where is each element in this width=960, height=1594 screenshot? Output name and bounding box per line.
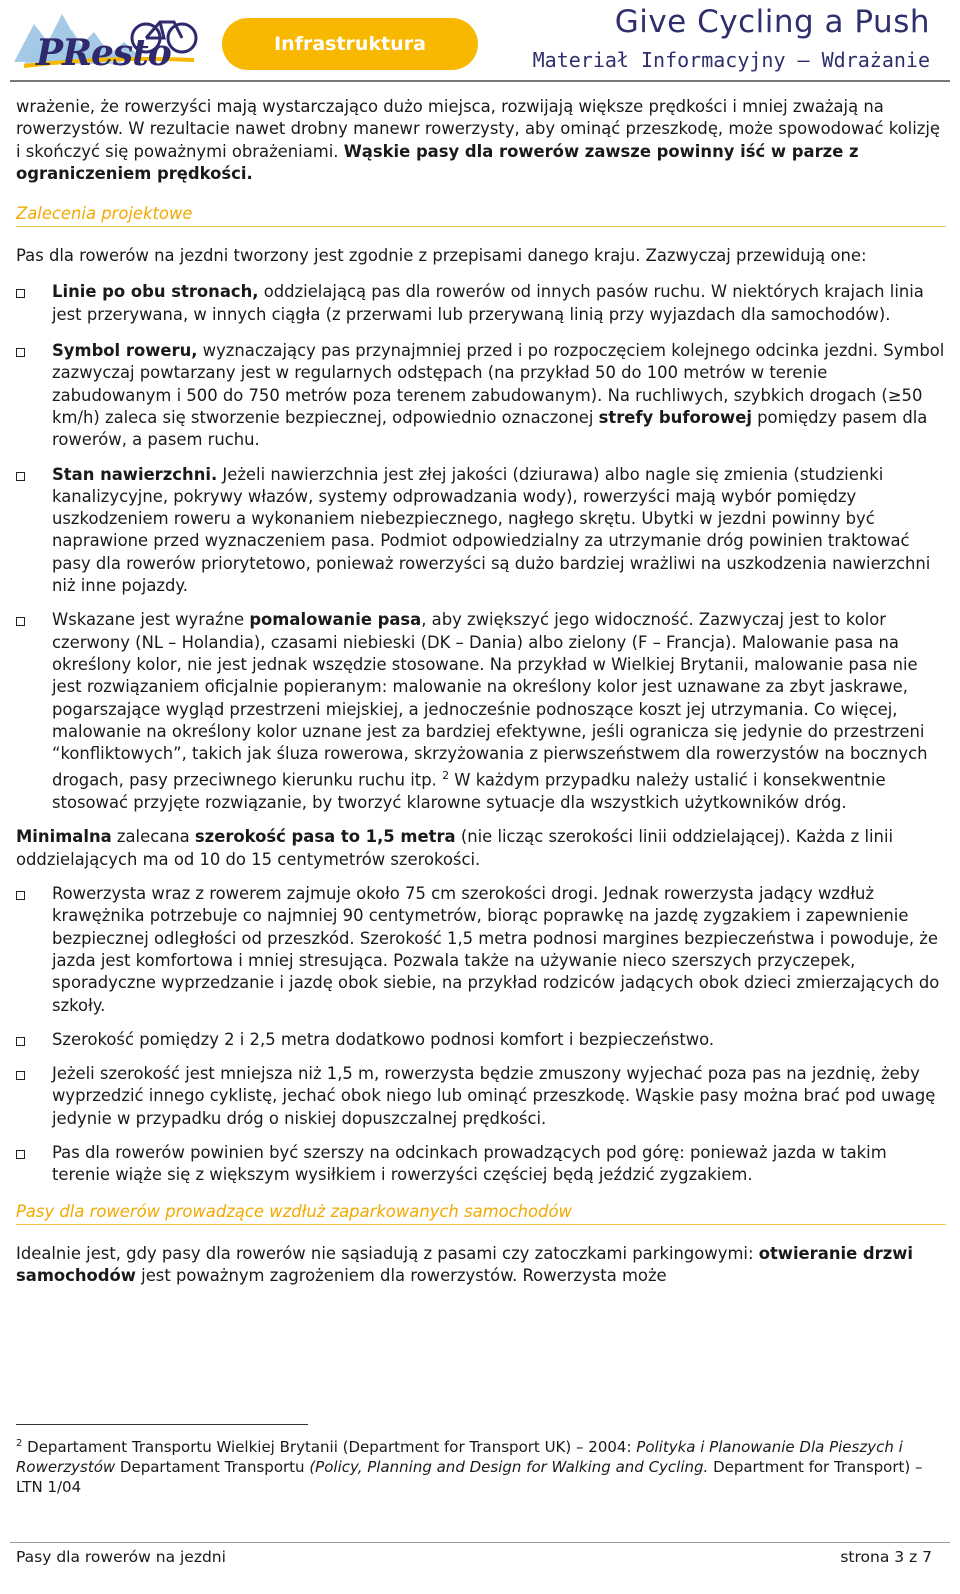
list-item: Wskazane jest wyraźne pomalowanie pasa, aby zwiększyć jego widoczność. Zazwyczaj jest to kolor czerwony (NL – Holandia), czasami niebieski (DK – Dania) albo zielony (F – Francja). Malowanie pasa na określony kolor, nie jest jednak wszędzie stosowane. Na przykład w Wielkiej Brytanii, malowanie pasa nie jest rozwiązaniem oficjalnie popieranym: malowanie na określony kolor jest uznawane za zbyt jaskrawe, pogarszające wygląd przestrzeni miejskiej, a jednocześnie podnoszące koszt jej utrzymania. Co więcej, malowanie na określony kolor uznane jest za bardziej efektywne, jeśli ogranicza się jedynie do przestrzeni “konfliktowych”, takich jak śluza rowerowa, skrzyżowania z pierwszeństwem dla rowerzystów na bocznych drogach, pasy przeciwnego kierunku ruchu itp. $^2$ W każdym przypadku należy ustalić i konsekwentnie stosować przyjęte rozwiązanie, by tworzyć klarowne sytuacje dla wszystkich użytkowników dróg. <box>16 609 946 814</box>
list-item: Linie po obu stronach, oddzielającą pas dla rowerów od innych pasów ruchu. W niektórych krajach linia jest przerywana, w innych ciągła (z przerwami lub przerywaną linią przy wyjazdach dla samochodów). <box>16 281 946 326</box>
page-content <box>16 96 946 1287</box>
list-item: Rowerzysta wraz z rowerem zajmuje około 75 cm szerokości drogi. Jednak rowerzysta jadący wzdłuż krawężnika potrzebuje co najmniej 90 centymetrów, biorąc poprawkę na jazdę zygzakiem i zapewnienie bezpiecznej odległości od przeszkód. Szerokość 1,5 metra podnosi margines bezpieczeństwa i powoduje, że jazda jest komfortowa i mniej stresująca. Pozwala także na używanie nieco szerszych przyczepek, sporadyczne wyprzedzanie i jazdę obok siebie, na przykład rodziców jadących obok dzieci zmierzających do szkoły. <box>16 883 946 1017</box>
checkbox-bullet-icon <box>16 289 25 298</box>
width-list <box>16 883 946 1187</box>
header-divider <box>10 80 950 82</box>
section2-paragraph: Idealnie jest, gdy pasy dla rowerów nie sąsiadują z pasami czy zatoczkami parkingowymi: otwieranie drzwi samochodów jest poważnym zagrożeniem dla rowerzystów. Rowerzysta może <box>16 1243 914 1285</box>
checkbox-bullet-icon <box>16 1150 25 1159</box>
document-subtitle: Materiał Informacyjny – Wdrażanie <box>532 48 930 72</box>
page-number: strona 3 z 7 <box>840 1548 932 1566</box>
section1-paragraph: Pas dla rowerów na jezdni tworzony jest zgodnie z przepisami danego kraju. Zazwyczaj przewidują one: <box>16 246 867 266</box>
recommendations-list <box>16 281 946 814</box>
footer-divider <box>10 1542 950 1543</box>
page-header <box>0 0 960 82</box>
presto-logo: PResto <box>14 2 204 78</box>
checkbox-bullet-icon <box>16 348 25 357</box>
section-heading-recommendations: Zalecenia projektowe <box>16 203 946 227</box>
checkbox-bullet-icon <box>16 891 25 900</box>
list-item: Pas dla rowerów powinien być szerszy na odcinkach prowadzących pod górę: ponieważ jazda w takim terenie wiąże się z większym wysiłkiem i rowerzyści częściej będą jeździć zygzakiem. <box>16 1142 946 1187</box>
minimal-width-paragraph: Minimalna zalecana szerokość pasa to 1,5 metra (nie licząc szerokości linii oddzielającej). Każda z linii oddzielających ma od 10 do 15 centymetrów szerokości. <box>16 827 894 869</box>
intro-paragraph: wrażenie, że rowerzyści mają wystarczająco dużo miejsca, rozwijają większe prędkości i mniej zważają na rowerzystów. W rezultacie nawet drobny manewr rowerzysty, aby ominąć przeszkodę, może spowodować kolizję i skończyć się poważnymi obrażeniami. Wąskie pasy dla rowerów zawsze powinny iść w parze z ograniczeniem prędkości. <box>16 97 941 183</box>
checkbox-bullet-icon <box>16 1037 25 1046</box>
footer-section-title: Pasy dla rowerów na jezdni <box>16 1548 226 1566</box>
list-item: Szerokość pomiędzy 2 i 2,5 metra dodatkowo podnosi komfort i bezpieczeństwo. <box>16 1029 946 1051</box>
checkbox-bullet-icon <box>16 617 25 626</box>
section-heading-parked-cars: Pasy dla rowerów prowadzące wzdłuż zaparkowanych samochodów <box>16 1201 946 1225</box>
footnote-divider <box>16 1424 308 1425</box>
checkbox-bullet-icon <box>16 1071 25 1080</box>
list-item: Symbol roweru, wyznaczający pas przynajmniej przed i po rozpoczęciem kolejnego odcinka jezdni. Symbol zazwyczaj powtarzany jest w regularnych odstępach (na przykład 50 do 100 metrów w terenie zabudowanym i 500 do 750 metrów poza terenem zabudowanym). Na ruchliwych, szybkich drogach (≥50 km/h) zaleca się stworzenie bezpiecznej, odpowiednio oznaczonej strefy buforowej pomiędzy pasem dla rowerów, a pasem ruchu. <box>16 340 946 451</box>
section-tag: Infrastruktura <box>222 18 478 70</box>
list-item: Jeżeli szerokość jest mniejsza niż 1,5 m, rowerzysta będzie zmuszony wyjechać poza pas na jezdnię, żeby wyprzedzić innego cyklistę, jechać obok niego lub ominąć przeszkodę. Wąskie pasy można brać pod uwagę jedynie w przypadku dróg o niskiej dopuszczalnej prędkości. <box>16 1063 946 1130</box>
footnote: $^2$ Departament Transportu Wielkiej Brytanii (Department for Transport UK) – 2004: Polityka i Planowanie Dla Pieszych i Rowerzystów Departament Transportu (Policy, Planning and Design for Walking and Cycling. Department for Transport) – LTN 1/04 <box>16 1438 923 1496</box>
list-item: Stan nawierzchni. Jeżeli nawierzchnia jest złej jakości (dziurawa) albo nagle się zmienia (studzienki kanalizycyjne, pokrywy włazów, systemy odprowadzania wody), rowerzyści mają wybór pomiędzy uszkodzeniem roweru a wykonaniem niebezpiecznego, nagłego skrętu. Ubytki w jezdni powinny być naprawione przed wyznaczeniem pasa. Podmiot odpowiedzialny za utrzymanie dróg powinien traktować pasy dla rowerów priorytetowo, ponieważ rowerzyści są dużo bardziej wrażliwi na uszkodzenia nawierzchni niż inne pojazdy. <box>16 464 946 598</box>
checkbox-bullet-icon <box>16 472 25 481</box>
document-title: Give Cycling a Push <box>614 4 930 40</box>
